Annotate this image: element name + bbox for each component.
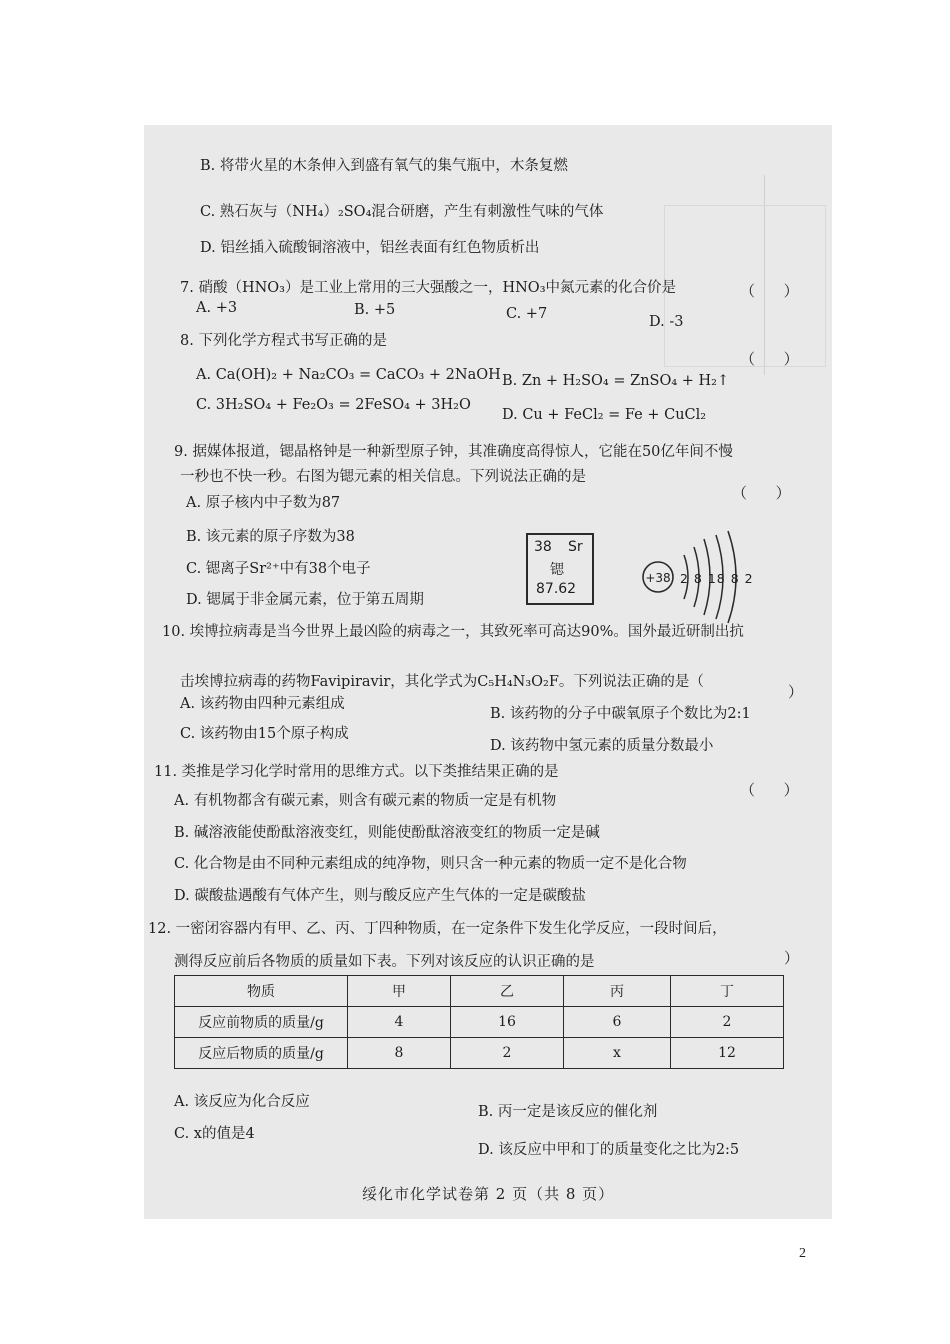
answer-paren-7: （ ） — [740, 282, 799, 300]
mass-data-table — [174, 975, 784, 1069]
question-10-stem-line-2: 击埃博拉病毒的药物Favipiravir，其化学式为C₅H₄N₃O₂F。下列说法正确的是（ — [180, 674, 704, 690]
question-7-option-b: B. +5 — [354, 302, 396, 318]
atomic-number: 38 — [534, 539, 552, 555]
scanned-exam-page — [144, 125, 832, 1219]
table-header-cell: 丁 — [671, 976, 784, 1007]
question-10-option-b: B. 该药物的分子中碳氧原子个数比为2:1 — [490, 706, 751, 722]
question-9-stem-line-1: 9. 据媒体报道，锶晶格钟是一种新型原子钟，其准确度高得惊人，它能在50亿年间不慢 — [174, 444, 733, 460]
question-8-option-a: A. Ca(OH)₂ + Na₂CO₃ = CaCO₃ + 2NaOH — [196, 367, 501, 383]
answer-paren-8: （ ） — [740, 350, 799, 368]
table-cell: 6 — [564, 1007, 671, 1038]
question-12-option-a: A. 该反应为化合反应 — [174, 1094, 310, 1110]
question-7-option-c: C. +7 — [506, 306, 548, 322]
question-10-option-c: C. 该药物由15个原子构成 — [180, 726, 349, 742]
atomic-structure-diagram — [636, 525, 754, 625]
question-9-option-c: C. 锶离子Sr²⁺中有38个电子 — [186, 561, 371, 577]
question-9-stem-line-2: 一秒也不快一秒。右图为锶元素的相关信息。下列说法正确的是 — [180, 469, 586, 485]
answer-paren-9: （ ） — [732, 484, 791, 502]
table-header-cell: 物质 — [175, 976, 348, 1007]
document-page-number: 2 — [799, 1246, 806, 1261]
table-row — [175, 1038, 784, 1069]
question-8-option-d: D. Cu + FeCl₂ = Fe + CuCl₂ — [502, 407, 707, 423]
question-12-option-b: B. 丙一定是该反应的催化剂 — [478, 1104, 658, 1120]
question-7-option-d: D. -3 — [649, 314, 684, 330]
element-card-strontium — [526, 533, 594, 605]
table-cell: 8 — [348, 1038, 451, 1069]
question-12-option-c: C. x的值是4 — [174, 1126, 255, 1142]
question-12-stem-line-1: 12. 一密闭容器内有甲、乙、丙、丁四种物质，在一定条件下发生化学反应，一段时间后， — [148, 921, 727, 937]
question-9-option-d: D. 锶属于非金属元素，位于第五周期 — [186, 592, 424, 608]
question-9-option-a: A. 原子核内中子数为87 — [186, 495, 341, 511]
table-cell: 反应前物质的质量/g — [175, 1007, 348, 1038]
table-header-cell: 丙 — [564, 976, 671, 1007]
table-cell: 4 — [348, 1007, 451, 1038]
element-symbol: Sr — [568, 539, 583, 555]
answer-paren-10-close: ） — [788, 683, 804, 701]
question-6-option-b: B. 将带火星的木条伸入到盛有氧气的集气瓶中，木条复燃 — [200, 158, 568, 174]
exam-page-footer: 绥化市化学试卷第 2 页（共 8 页） — [362, 1185, 615, 1203]
table-cell: 12 — [671, 1038, 784, 1069]
table-cell: 2 — [671, 1007, 784, 1038]
table-header-cell: 乙 — [451, 976, 564, 1007]
question-8-option-c: C. 3H₂SO₄ + Fe₂O₃ = 2FeSO₄ + 3H₂O — [196, 397, 471, 413]
question-7-stem: 7. 硝酸（HNO₃）是工业上常用的三大强酸之一，HNO₃中氮元素的化合价是 — [180, 280, 677, 296]
table-cell: 2 — [451, 1038, 564, 1069]
question-10-stem-line-1: 10. 埃博拉病毒是当今世界上最凶险的病毒之一，其致死率可高达90%。国外最近研制出抗 — [162, 624, 744, 640]
nucleus-charge: +38 — [645, 571, 671, 585]
question-6-option-d: D. 铝丝插入硫酸铜溶液中，铝丝表面有红色物质析出 — [200, 240, 540, 256]
question-9-option-b: B. 该元素的原子序数为38 — [186, 529, 355, 545]
table-header-row — [175, 976, 784, 1007]
question-11-option-d: D. 碳酸盐遇酸有气体产生，则与酸反应产生气体的一定是碳酸盐 — [174, 888, 586, 904]
answer-paren-12-close: ） — [784, 949, 800, 967]
question-11-option-a: A. 有机物都含有碳元素，则含有碳元素的物质一定是有机物 — [174, 793, 557, 809]
question-11-option-b: B. 碱溶液能使酚酞溶液变红，则能使酚酞溶液变红的物质一定是碱 — [174, 825, 600, 841]
table-cell: x — [564, 1038, 671, 1069]
question-7-option-a: A. +3 — [196, 300, 238, 316]
element-name: 锶 — [550, 562, 564, 578]
question-6-option-c: C. 熟石灰与（NH₄）₂SO₄混合研磨，产生有刺激性气味的气体 — [200, 204, 604, 220]
table-header-cell: 甲 — [348, 976, 451, 1007]
table-row — [175, 1007, 784, 1038]
question-11-stem: 11. 类推是学习化学时常用的思维方式。以下类推结果正确的是 — [154, 764, 559, 780]
table-cell: 反应后物质的质量/g — [175, 1038, 348, 1069]
atomic-mass: 87.62 — [536, 581, 577, 597]
question-12-option-d: D. 该反应中甲和丁的质量变化之比为2:5 — [478, 1142, 740, 1158]
question-8-option-b: B. Zn + H₂SO₄ = ZnSO₄ + H₂↑ — [502, 373, 730, 389]
question-8-stem: 8. 下列化学方程式书写正确的是 — [180, 333, 387, 349]
answer-paren-11: （ ） — [740, 781, 799, 799]
question-10-option-a: A. 该药物由四种元素组成 — [180, 696, 345, 712]
question-10-option-d: D. 该药物中氢元素的质量分数最小 — [490, 738, 714, 754]
electron-counts: 2 8 18 8 2 — [680, 571, 754, 586]
question-12-stem-line-2: 测得反应前后各物质的质量如下表。下列对该反应的认识正确的是 — [174, 954, 595, 970]
table-cell: 16 — [451, 1007, 564, 1038]
question-11-option-c: C. 化合物是由不同种元素组成的纯净物，则只含一种元素的物质一定不是化合物 — [174, 856, 687, 872]
